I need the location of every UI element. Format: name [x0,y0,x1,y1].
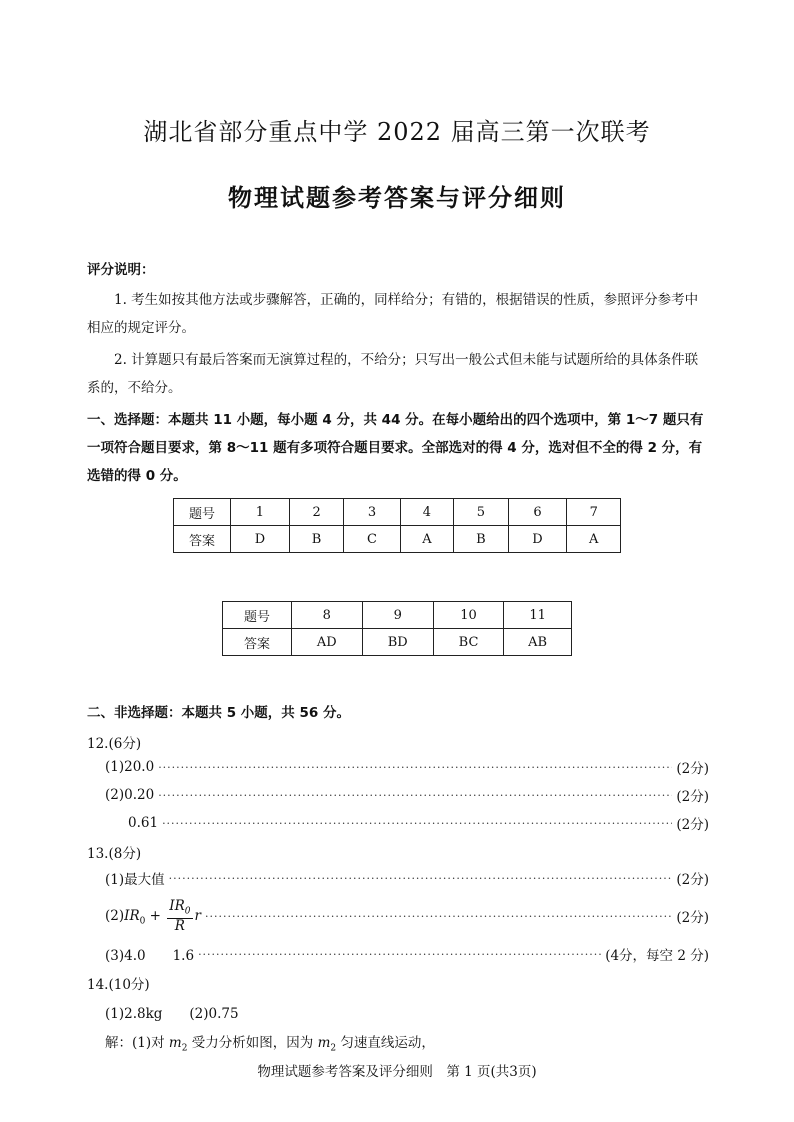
table-cell: BD [362,629,433,656]
document-title: 物理试题参考答案与评分细则 [228,184,566,212]
table-cell: B [289,526,343,553]
numerator-text: IR [169,897,185,914]
dot-leader [162,817,672,830]
grading-note-2: 2. 计算题只有最后答案而无演算过程的，不给分；只写出一般公式但未能与试题所给的具体条件联系的，不给分。 [87,352,699,396]
answer-text: 0.61 [128,815,159,831]
table-cell: 7 [567,499,621,526]
table-cell: A [400,526,454,553]
q13-answer-2 [105,898,709,934]
table-cell: 5 [454,499,508,526]
q13-heading: 13.(8分) [87,846,142,862]
table-cell: 2 [289,499,343,526]
table-row-questions [223,602,572,629]
answer-table-2 [222,601,572,656]
points: (2分) [676,817,709,833]
formula [105,899,201,934]
answer-text: (1)20.0 [105,759,155,775]
table-cell: B [454,526,508,553]
grading-note-1: 1. 考生如按其他方法或步骤解答，正确的，同样给分；有错的，根据错误的性质，参照评分参考中相应的规定评分。 [87,292,699,336]
row-label: 答案 [174,526,231,553]
grading-notes-heading: 评分说明： [87,262,155,278]
formula-prefix: (2) [105,907,125,924]
q12-answer-1 [105,755,709,779]
section1-instructions: 一、选择题：本题共 11 小题，每小题 4 分，共 44 分。在每小题给出的四个选项中，第 1～7 题只有一项符合题目要求，第 8～11 题有多项符合题目要求。全部选对的得 4 分，选对但不全的得 2 分，有选错的得 0 分。 [87,412,704,484]
q12-answer-3 [128,811,709,835]
mass-sub: 2 [330,1043,337,1054]
formula-sub: 0 [139,916,146,927]
formula-r: r [194,907,201,924]
table-cell: D [508,526,567,553]
answer-table-1 [173,498,621,553]
table-cell: 3 [344,499,400,526]
q13-answer-1 [105,866,709,890]
table-cell: 8 [292,602,363,629]
solution-text: 匀速直线运动， [336,1035,435,1051]
formula-fraction [167,899,192,934]
points: (2分) [676,761,709,777]
table-row-questions [174,499,621,526]
table-cell: AB [504,629,572,656]
page-footer: 物理试题参考答案及评分细则 第 1 页(共3页) [257,1064,537,1080]
table-cell: 6 [508,499,567,526]
table-cell: A [567,526,621,553]
mass-symbol: m [317,1035,331,1051]
table-cell: AD [292,629,363,656]
q12-answer-2 [105,783,709,807]
q14-answer-1: (1)2.8kg (2)0.75 [105,1006,239,1022]
dot-leader [158,761,672,774]
solution-text: 受力分析如图，因为 [187,1035,318,1051]
q14-solution-line [105,1031,435,1054]
table-cell: 9 [362,602,433,629]
fraction-denominator: R [174,918,185,935]
points: (2分) [676,910,709,926]
solution-text: 解：(1)对 [105,1035,169,1051]
answer-text: (3)4.0 1.6 [105,948,195,964]
fraction-numerator [167,899,192,920]
answer-text: (2)0.20 [105,787,155,803]
row-label: 答案 [223,629,292,656]
dot-leader [205,910,672,923]
q13-answer-3 [105,942,709,966]
table-cell: 4 [400,499,454,526]
points: (2分) [676,872,709,888]
mass-sub: 2 [181,1043,188,1054]
section2-heading: 二、非选择题：本题共 5 小题，共 56 分。 [87,705,350,721]
formula-plus: + [145,907,166,924]
exam-title: 湖北省部分重点中学 2022 届高三第一次联考 [143,118,651,146]
answer-text: (1)最大值 [105,872,165,888]
row-label: 题号 [223,602,292,629]
table-cell: BC [433,629,503,656]
points: (4分，每空 2 分) [605,948,709,964]
dot-leader [198,948,601,961]
dot-leader [169,872,673,885]
table-cell: D [231,526,290,553]
table-row-answers [223,629,572,656]
table-cell: 10 [433,602,503,629]
formula-ir: IR [124,907,140,924]
table-cell: 1 [231,499,290,526]
q12-heading: 12.(6分) [87,736,142,752]
numerator-sub: 0 [184,906,191,917]
points: (2分) [676,789,709,805]
dot-leader [158,789,672,802]
table-cell: 11 [504,602,572,629]
row-label: 题号 [174,499,231,526]
q14-heading: 14.(10分) [87,977,150,993]
table-cell: C [344,526,400,553]
table-row-answers [174,526,621,553]
mass-symbol: m [168,1035,182,1051]
